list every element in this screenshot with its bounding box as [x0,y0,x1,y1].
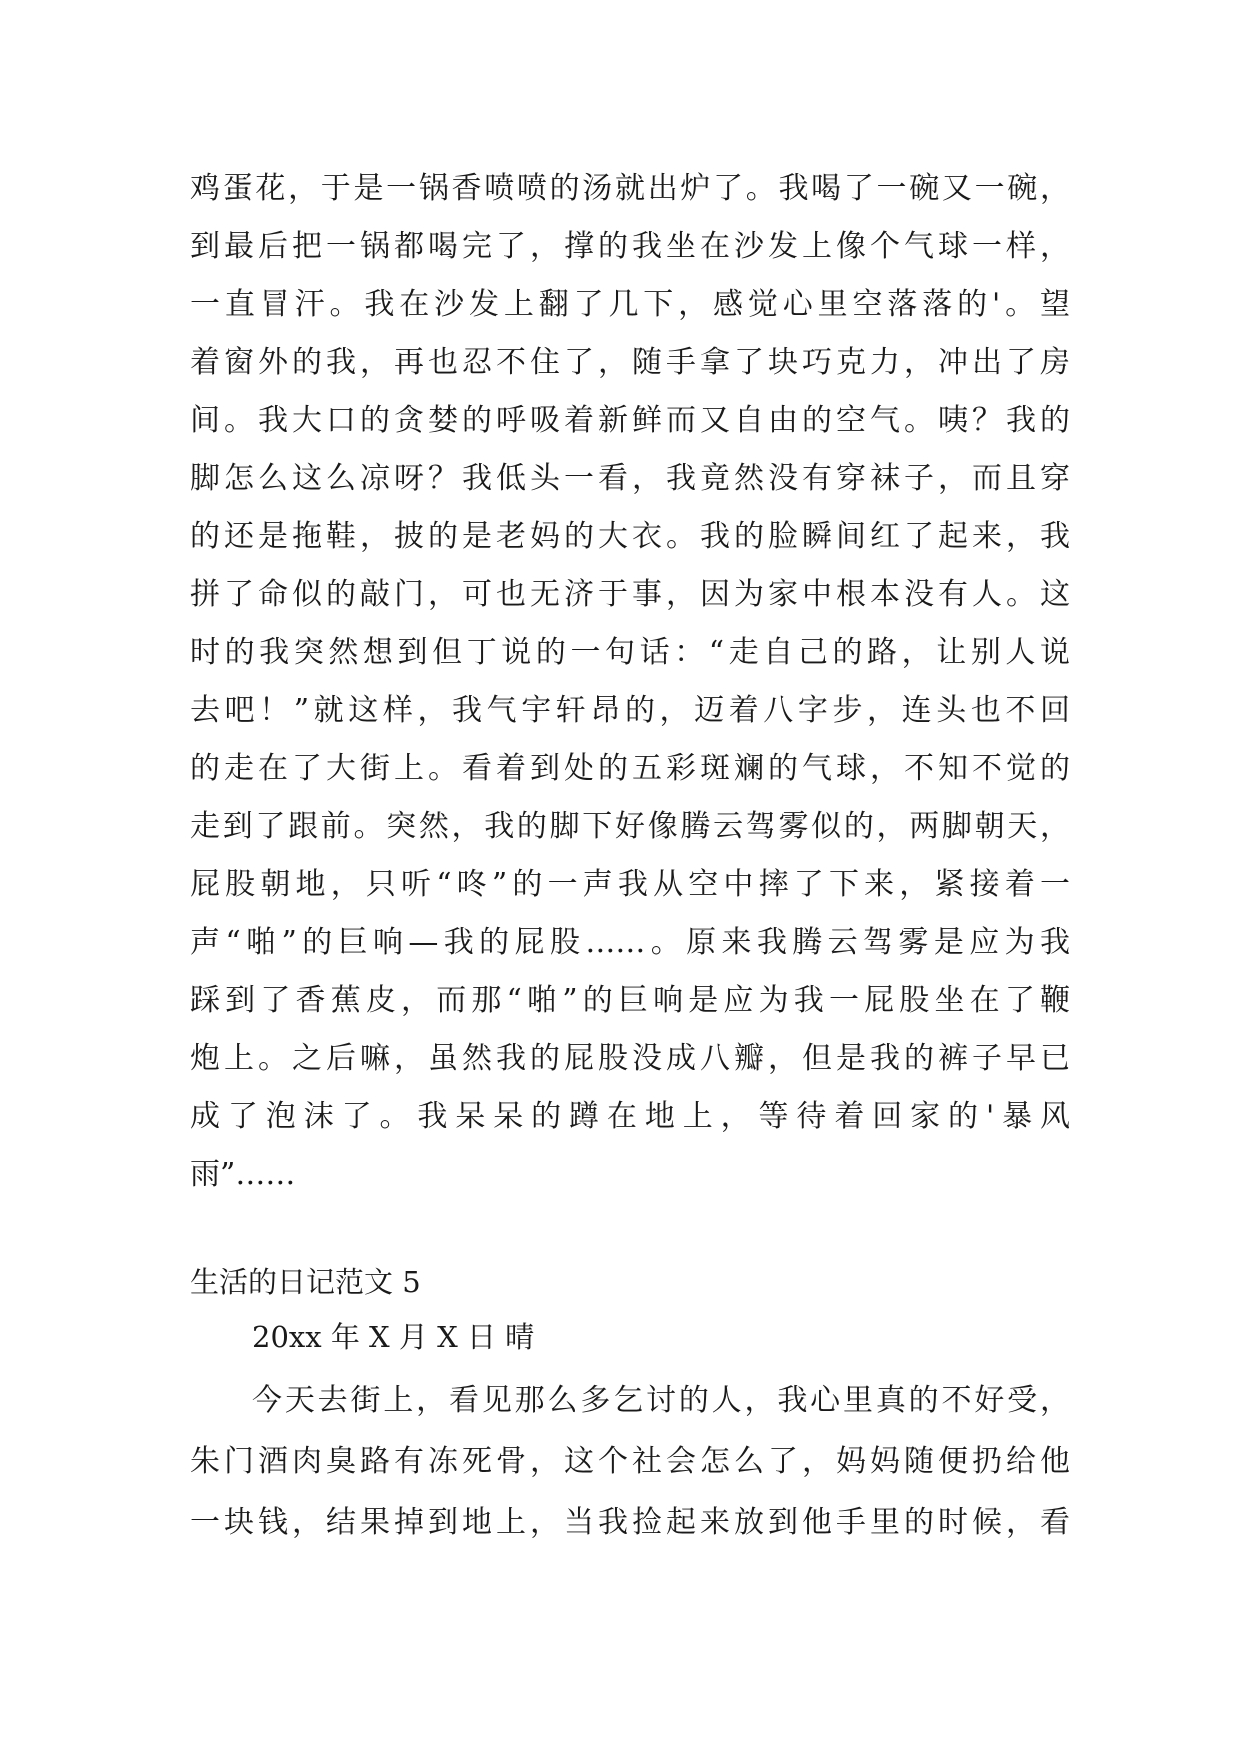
text-line: 的还是拖鞋，披的是老妈的大衣。我的脸瞬间红了起来，我 [190,519,1070,554]
text-line: 去吧！”就这样，我气宇轩昂的，迈着八字步，连头也不回 [190,693,1070,728]
text-line: 一直冒汗。我在沙发上翻了几下，感觉心里空落落的'。望 [190,287,1070,322]
text-line: 走到了跟前。突然，我的脚下好像腾云驾雾似的，两脚朝天， [190,809,1070,844]
text-line: 踩到了香蕉皮，而那“啪”的巨响是应为我一屁股坐在了鞭 [190,983,1070,1018]
text-line: 朱门酒肉臭路有冻死骨，这个社会怎么了，妈妈随便扔给他 [190,1444,1070,1479]
text-line: 成了泡沫了。我呆呆的蹲在地上，等待着回家的'暴风 [190,1099,1070,1134]
text-line: 屁股朝地，只听“咚”的一声我从空中摔了下来，紧接着一 [190,867,1070,902]
diary-paragraph [190,1370,1070,1553]
text-line: 的走在了大街上。看着到处的五彩斑斓的气球，不知不觉的 [190,751,1070,786]
text-line: 着窗外的我，再也忍不住了，随手拿了块巧克力，冲出了房 [190,345,1070,380]
story-paragraph [190,160,1070,1204]
text-line: 鸡蛋花，于是一锅香喷喷的汤就出炉了。我喝了一碗又一碗， [190,171,1070,206]
section-heading: 生活的日记范文 5 [190,1265,421,1299]
text-line: 到最后把一锅都喝完了，撑的我坐在沙发上像个气球一样， [190,229,1070,264]
text-line: 拼了命似的敲门，可也无济于事，因为家中根本没有人。这 [190,577,1070,612]
text-line: 今天去街上，看见那么多乞讨的人，我心里真的不好受， [252,1383,1070,1418]
text-line: 炮上。之后嘛，虽然我的屁股没成八瓣，但是我的裤子早已 [190,1041,1070,1076]
text-line: 时的我突然想到但丁说的一句话：“走自己的路，让别人说 [190,635,1070,670]
text-line: 脚怎么这么凉呀？我低头一看，我竟然没有穿袜子，而且穿 [190,461,1070,496]
text-line: 声“啪”的巨响—我的屁股……。原来我腾云驾雾是应为我 [190,925,1070,960]
diary-date: 20xx 年 X 月 X 日 晴 [252,1320,535,1354]
text-line: 间。我大口的贪婪的呼吸着新鲜而又自由的空气。咦？我的 [190,403,1070,438]
text-line-last: 雨”…… [190,1157,296,1192]
text-line: 一块钱，结果掉到地上，当我捡起来放到他手里的时候，看 [190,1505,1070,1540]
